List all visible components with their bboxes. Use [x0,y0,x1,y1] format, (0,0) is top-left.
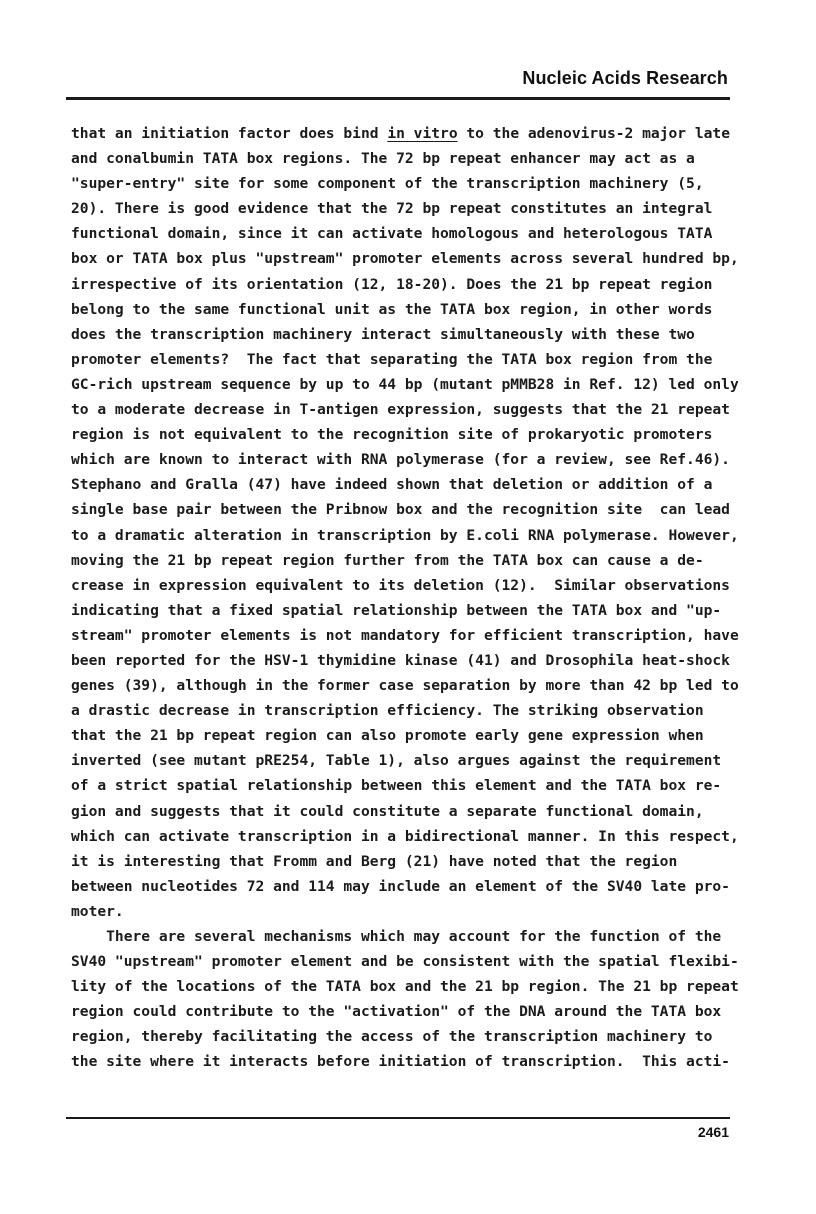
journal-title: Nucleic Acids Research [522,68,728,88]
line-text: genes (39), although in the former case separation by more than 42 bp led to [71,677,739,695]
footer-rule [66,1117,730,1119]
text-line [71,673,739,698]
text-line [71,899,731,924]
line-text: a drastic decrease in transcription efficiency. The striking observation [71,702,704,720]
text-line [71,347,731,372]
text-line [71,272,731,297]
text-line [71,648,731,673]
text-line [71,121,731,146]
line-text: and conalbumin TATA box regions. The 72 bp repeat enhancer may act as a [71,150,695,168]
text-line [71,849,731,874]
underlined-term: in vitro [387,125,458,142]
line-text: moter. [71,902,124,920]
line-text: the site where it interacts before initiation of transcription. This acti- [71,1053,730,1071]
line-text: to a dramatic alteration in transcription by E.coli RNA polymerase. However, [71,526,739,544]
line-text: functional domain, since it can activate homologous and heterologous TATA [71,225,713,243]
line-text: between nucleotides 72 and 114 may include an element of the SV40 late pro- [71,877,730,895]
line-text: it is interesting that Fromm and Berg (21) have noted that the region [71,852,678,870]
line-text: "super-entry" site for some component of the transcription machinery (5, [71,175,704,193]
line-text: stream" promoter elements is not mandatory for efficient transcription, have [71,626,739,644]
text-line [71,372,739,397]
text-line [71,548,731,573]
line-text: There are several mechanisms which may account for the function of the [71,928,722,945]
text-line [71,924,731,949]
text-line [71,146,731,171]
text-line [71,447,731,472]
text-line [71,1049,731,1074]
text-line [71,246,739,271]
header-rule [66,97,730,100]
text-line [71,422,731,447]
line-text: indicating that a fixed spatial relationship between the TATA box and "up- [71,601,722,619]
text-line [71,623,739,648]
line-text: that the 21 bp repeat region can also promote early gene expression when [71,727,704,745]
line-text: to a moderate decrease in T-antigen expression, suggests that the 21 repeat [71,401,730,419]
text-line [71,397,731,422]
line-text: moving the 21 bp repeat region further from the TATA box can cause a de- [71,551,704,569]
line-text: single base pair between the Pribnow box and the recognition site can lead [71,501,730,519]
line-text: irrespective of its orientation (12, 18-20). Does the 21 bp repeat region [71,275,713,293]
text-line [71,297,731,322]
line-text: region could contribute to the "activation" of the DNA around the TATA box [71,1003,722,1021]
text-line [71,221,731,246]
text-line [71,523,739,548]
text-line [71,196,731,221]
line-text: 20). There is good evidence that the 72 bp repeat constitutes an integral [71,200,713,218]
line-text: inverted (see mutant pRE254, Table 1), also argues against the requirement [71,752,722,770]
line-text: crease in expression equivalent to its deletion (12). Similar observations [71,576,730,594]
text-line [71,573,731,598]
text-line [71,322,731,347]
text-line [71,799,731,824]
text-line [71,974,739,999]
text-line [71,773,731,798]
text-line [71,723,731,748]
text-line [71,598,731,623]
line-text: which can activate transcription in a bidirectional manner. In this respect, [71,827,739,845]
line-text: been reported for the HSV-1 thymidine kinase (41) and Drosophila heat-shock [71,651,730,669]
line-text: SV40 "upstream" promoter element and be consistent with the spatial flexibi- [71,953,739,971]
text-line [71,497,731,522]
line-text: that an initiation factor does bind [71,125,388,142]
line-text: Stephano and Gralla (47) have indeed shown that deletion or addition of a [71,476,713,494]
line-text: box or TATA box plus "upstream" promoter elements across several hundred bp, [71,250,739,268]
line-text: of a strict spatial relationship between this element and the TATA box re- [71,777,722,795]
text-line [71,999,731,1024]
line-text: belong to the same functional unit as the TATA box region, in other words [71,300,713,318]
text-line [71,748,731,773]
text-line [71,1024,731,1049]
line-text: does the transcription machinery interact simultaneously with these two [71,325,695,343]
text-line [71,472,731,497]
text-line [71,874,731,899]
page-number: 2461 [697,1124,729,1140]
line-text: lity of the locations of the TATA box and the 21 bp region. The 21 bp repeat [71,978,739,996]
text-line [71,949,739,974]
line-text: gion and suggests that it could constitute a separate functional domain, [71,802,704,820]
line-text: which are known to interact with RNA polymerase (for a review, see Ref.46). [71,451,730,469]
line-text: promoter elements? The fact that separating the TATA box region from the [71,350,713,368]
line-text: region, thereby facilitating the access of the transcription machinery to [71,1028,713,1046]
line-text: to the adenovirus-2 major late [457,125,730,142]
line-text: GC-rich upstream sequence by up to 44 bp (mutant pMMB28 in Ref. 12) led only [71,375,739,393]
text-line [71,824,739,849]
line-text: region is not equivalent to the recognition site of prokaryotic promoters [71,426,713,444]
text-line [71,698,731,723]
text-line [71,171,731,196]
body-text [71,121,739,1075]
